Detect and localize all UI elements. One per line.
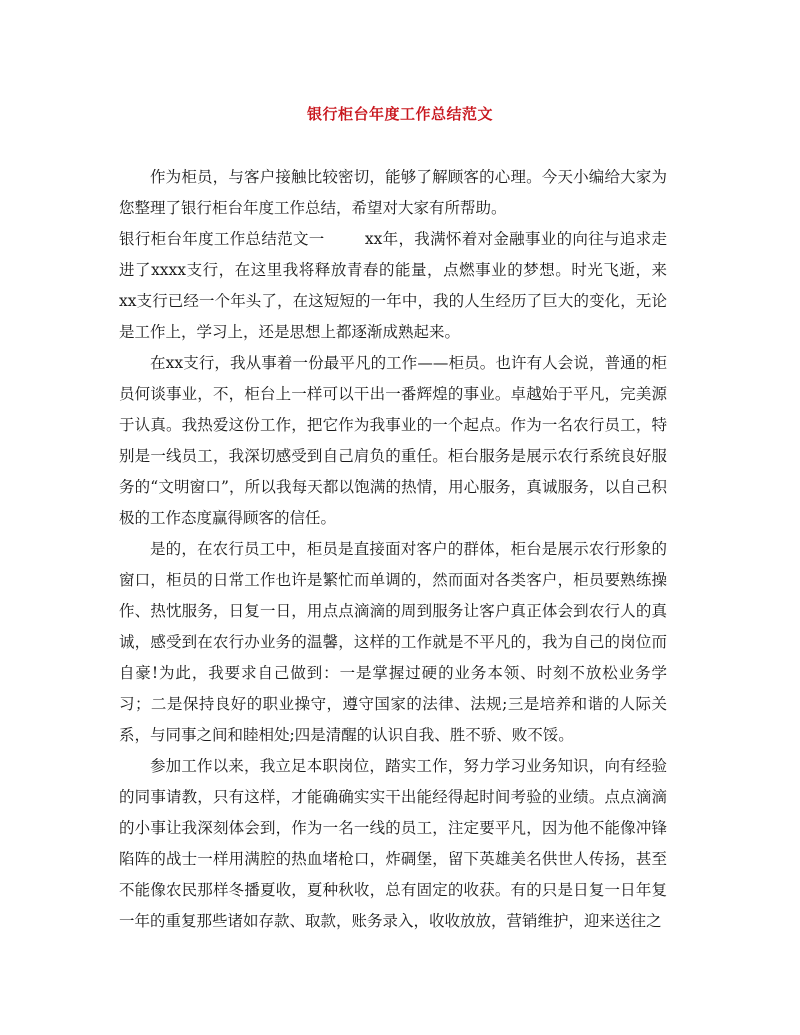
intro-paragraph: 作为柜员，与客户接触比较密切，能够了解顾客的心理。今天小编给大家为您整理了银行柜台年度工作总结，希望对大家有所帮助。 [119, 168, 667, 217]
paragraph-3: 是的，在农行员工中，柜员是直接面对客户的群体，柜台是展示农行形象的窗口，柜员的日常工作也许是繁忙而单调的，然而面对各类客户，柜员要熟练操作、热忱服务，日复一日，用点点滴滴的周到服务让客户真正体会到农行人的真诚，感受到在农行办业务的温馨，这样的工作就是不平凡的，我为自己的岗位而自豪!为此，我要求自己做到：一是掌握过硬的业务本领、时刻不放松业务学习；二是保持良好的职业操守，遵守国家的法律、法规;三是培养和谐的人际关系，与同事之间和睦相处;四是清醒的认识自我、胜不骄、败不馁。 [119, 540, 667, 744]
document-title: 银行柜台年度工作总结范文 [306, 105, 493, 123]
first-section-paragraph [119, 224, 667, 348]
paragraph-2: 在xx支行，我从事着一份最平凡的工作——柜员。也许有人会说，普通的柜员何谈事业，不，柜台上一样可以干出一番辉煌的事业。卓越始于平凡，完美源于认真。我热爱这份工作，把它作为我事业的一个起点。作为一名农行员工，特别是一线员工，我深切感受到自己肩负的重任。柜台服务是展示农行系统良好服务的“文明窗口”，所以我每天都以饱满的热情，用心服务，真诚服务，以自己积极的工作态度赢得顾客的信任。 [119, 354, 667, 527]
section-heading: 银行柜台年度工作总结范文一 [119, 230, 325, 248]
paragraph-4: 参加工作以来，我立足本职岗位，踏实工作，努力学习业务知识，向有经验的同事请教，只有这样，才能确确实实干出能经得起时间考验的业绩。点点滴滴的小事让我深刻体会到，作为一名一线的员工，注定要平凡，因为他不能像冲锋陷阵的战士一样用满腔的热血堵枪口，炸碉堡，留下英雄美名供世人传扬，甚至不能像农民那样冬播夏收，夏种秋收，总有固定的收获。有的只是日复一日年复一年的重复那些诸如存款、取款，账务录入，收收放放，营销维护，迎来送往之 [119, 757, 667, 930]
document-body [119, 162, 667, 937]
paragraph-1: xx年，我满怀着对金融事业的向往与追求走进了xxxx支行，在这里我将释放青春的能量，点燃事业的梦想。时光飞逝，来xx支行已经一个年头了，在这短短的一年中，我的人生经历了巨大的变化，无论是工作上，学习上，还是思想上都逐渐成熟起来。 [119, 230, 667, 341]
